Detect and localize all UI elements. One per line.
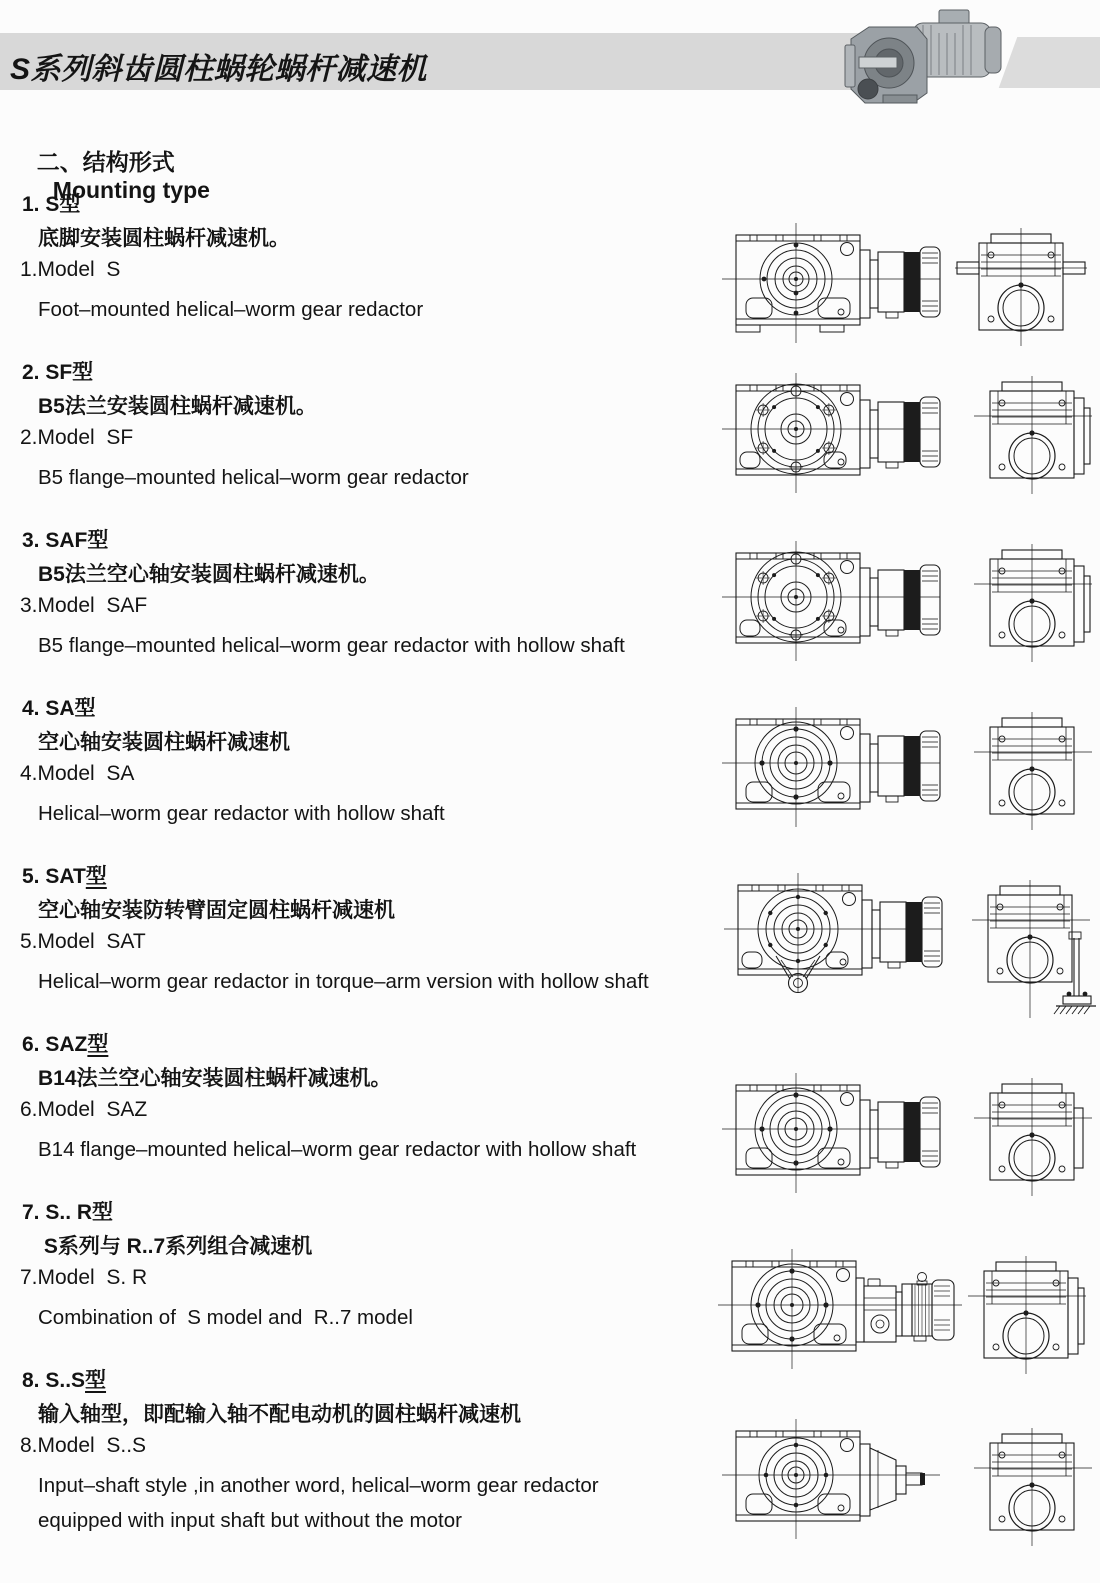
item-description-zh: B14法兰空心轴安装圆柱蜗杆减速机。: [38, 1067, 392, 1090]
item-model-label-en: 7.Model S. R: [20, 1266, 148, 1289]
item-description-en-line: Helical–worm gear redactor with hollow shaft: [38, 802, 445, 825]
mounting-type-item-3: [0, 524, 1100, 692]
item-type-heading-zh: 7. S.. R型: [22, 1201, 114, 1224]
item-type-heading-zh: 6. SAZ型: [22, 1033, 109, 1056]
item-model-label-en: 6.Model SAZ: [20, 1098, 148, 1121]
item-description-zh: 输入轴型，即配输入轴不配电动机的圆柱蜗杆减速机: [38, 1403, 521, 1426]
item-description-zh: 空心轴安装防转臂固定圆柱蜗杆减速机: [38, 899, 395, 922]
gearbox-side-view-with-b5-flange: [966, 372, 1098, 500]
item-type-heading-zh: 4. SA型: [22, 697, 96, 720]
item-model-label-en: 5.Model SAT: [20, 930, 146, 953]
mounting-type-item-7: [0, 1196, 1100, 1364]
item-type-heading-zh: 1. S型: [22, 193, 81, 216]
item-description-en-line: Foot–mounted helical–worm gear redactor: [38, 298, 424, 321]
gearbox-side-view-with-torque-arm: [964, 876, 1096, 1024]
gearbox-side-view: [966, 708, 1098, 836]
item-description-en-line: B5 flange–mounted helical–worm gear redactor: [38, 466, 469, 489]
item-description-en: [38, 292, 423, 327]
mounting-type-item-1: [0, 188, 1100, 356]
gearmotor-product-photo: [843, 5, 1015, 109]
gearbox-side-view-with-through-shaft: [955, 224, 1087, 352]
gearbox-side-view: [966, 1424, 1098, 1552]
page-title: S系列斜齿圆柱蜗轮蜗杆减速机: [10, 53, 428, 86]
item-description-en-line: equipped with input shaft but without the motor: [38, 1509, 462, 1532]
item-description-zh: B5法兰安装圆柱蜗杆减速机。: [38, 395, 317, 418]
item-description-en: [38, 460, 469, 495]
section-heading-zh: 二、结构形式: [36, 149, 175, 175]
mounting-type-item-2: [0, 356, 1100, 524]
item-description-en-line: Input–shaft style ,in another word, helical–worm gear redactor: [38, 1474, 599, 1497]
s-r-combination-gearmotor-front-view: [716, 1246, 964, 1374]
item-model-label-en: 1.Model S: [20, 258, 121, 281]
item-description-en: [38, 1468, 599, 1538]
item-description-en-line: Combination of S model and R..7 model: [38, 1306, 413, 1329]
gearbox-side-view-with-b5-flange: [966, 540, 1098, 668]
gearbox-side-view-with-b14-flange: [966, 1074, 1098, 1202]
item-description-en: [38, 964, 649, 999]
b5-flange-gearmotor-front-view: [720, 370, 942, 498]
item-model-label-en: 8.Model S..S: [20, 1434, 147, 1457]
foot-mounted-gearmotor-front-view: [720, 220, 942, 348]
hollow-shaft-gearmotor-front-view: [720, 1070, 942, 1198]
item-description-zh: 空心轴安装圆柱蜗杆减速机: [38, 731, 290, 754]
item-model-label-en: 2.Model SF: [20, 426, 134, 449]
mounting-type-item-8: [0, 1364, 1100, 1532]
item-type-heading-zh: 8. S..S型: [22, 1369, 107, 1392]
mounting-type-item-4: [0, 692, 1100, 860]
item-description-en: [38, 1132, 636, 1167]
section-heading-en: Mounting type: [52, 177, 210, 203]
item-type-heading-zh: 3. SAF型: [22, 529, 109, 552]
item-description-en-line: B5 flange–mounted helical–worm gear redactor with hollow shaft: [38, 634, 625, 657]
input-shaft-gearbox-front-view: [720, 1416, 942, 1544]
item-model-label-en: 3.Model SAF: [20, 594, 148, 617]
item-description-zh: B5法兰空心轴安装圆柱蜗杆减速机。: [38, 563, 380, 586]
item-description-zh: S系列与 R..7系列组合减速机: [38, 1235, 313, 1258]
item-type-heading-zh: 2. SF型: [22, 361, 94, 384]
torque-arm-gearmotor-front-view: [722, 870, 944, 998]
item-description-en-line: B14 flange–mounted helical–worm gear redactor with hollow shaft: [38, 1138, 637, 1161]
item-description-en-line: Helical–worm gear redactor in torque–arm version with hollow shaft: [38, 970, 649, 993]
item-type-heading-zh: 5. SAT型: [22, 865, 107, 888]
mounting-type-item-6: [0, 1028, 1100, 1196]
gearbox-side-view-with-flange: [960, 1252, 1092, 1380]
item-description-en: [38, 628, 625, 663]
item-description-zh: 底脚安装圆柱蜗杆减速机。: [38, 227, 290, 250]
hollow-shaft-gearmotor-front-view: [720, 704, 942, 832]
b5-flange-gearmotor-front-view: [720, 538, 942, 666]
item-description-en: [38, 1300, 413, 1335]
item-description-en: [38, 796, 445, 831]
mounting-type-item-5: [0, 860, 1100, 1028]
item-model-label-en: 4.Model SA: [20, 762, 135, 785]
